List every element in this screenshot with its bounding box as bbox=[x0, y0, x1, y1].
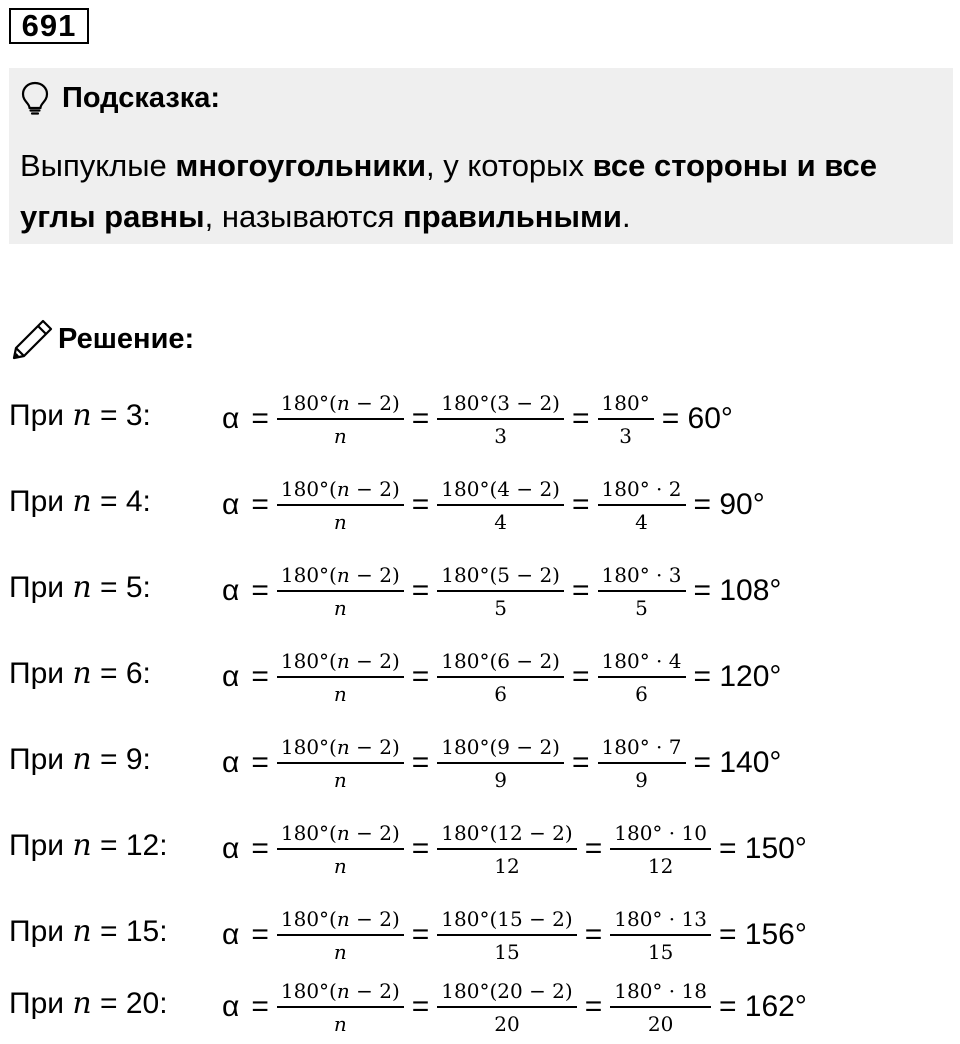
condition-value: = 4: bbox=[91, 485, 151, 518]
fraction-numerator: 180° · 13 bbox=[610, 905, 711, 936]
angle-result: = 140° bbox=[693, 746, 782, 779]
substituted-fraction bbox=[435, 905, 578, 966]
simplified-fraction bbox=[608, 819, 713, 880]
fraction-numerator: 180°(15 − 2) bbox=[437, 905, 576, 936]
angle-expression bbox=[222, 556, 787, 626]
condition-value: = 3: bbox=[91, 399, 151, 432]
equals-sign: = bbox=[411, 488, 430, 521]
hint-header bbox=[20, 81, 220, 115]
fraction-numerator: 180° · 7 bbox=[598, 733, 686, 764]
solution-row bbox=[0, 470, 960, 540]
general-formula-fraction bbox=[275, 561, 406, 622]
general-formula-fraction bbox=[275, 819, 406, 880]
condition-value: = 6: bbox=[91, 657, 151, 690]
fraction-denominator: n bbox=[333, 681, 347, 706]
fraction-numerator: 180° · 10 bbox=[610, 819, 711, 850]
condition-value: = 9: bbox=[91, 743, 151, 776]
condition-variable: n bbox=[72, 914, 92, 949]
fraction-denominator: 20 bbox=[494, 1011, 520, 1036]
angle-result: = 162° bbox=[718, 990, 807, 1023]
fraction-numerator: 180°(4 − 2) bbox=[437, 475, 564, 506]
general-formula-fraction bbox=[275, 647, 406, 708]
fraction-numerator: 180°(20 − 2) bbox=[437, 977, 576, 1008]
angle-result: = 60° bbox=[661, 402, 733, 435]
fraction-denominator: n bbox=[333, 939, 347, 964]
solution-row bbox=[0, 728, 960, 798]
fraction-numerator: 180°(n − 2) bbox=[277, 905, 404, 936]
equals-sign: = bbox=[251, 660, 269, 693]
equals-sign: = bbox=[584, 990, 603, 1023]
equals-sign: = bbox=[411, 402, 430, 435]
equals-sign: = bbox=[251, 746, 269, 779]
condition-label bbox=[9, 740, 151, 780]
equals-sign: = bbox=[251, 402, 269, 435]
fraction-numerator: 180°(n − 2) bbox=[277, 475, 404, 506]
fraction-denominator: 9 bbox=[635, 767, 648, 792]
condition-value: = 15: bbox=[91, 915, 168, 948]
simplified-fraction bbox=[596, 389, 656, 450]
hint-text bbox=[20, 140, 940, 242]
simplified-fraction bbox=[608, 905, 713, 966]
substituted-fraction bbox=[435, 977, 578, 1038]
alpha-symbol: α bbox=[222, 402, 240, 435]
hint-title: Подсказка: bbox=[62, 81, 221, 114]
problem-number: 691 bbox=[9, 8, 89, 44]
angle-expression bbox=[222, 728, 787, 798]
simplified-fraction bbox=[596, 733, 688, 794]
alpha-symbol: α bbox=[222, 832, 240, 865]
lightbulb-icon bbox=[20, 81, 50, 115]
equals-sign: = bbox=[411, 660, 430, 693]
fraction-denominator: n bbox=[333, 509, 347, 534]
fraction-numerator: 180°(n − 2) bbox=[277, 977, 404, 1008]
fraction-denominator: 5 bbox=[635, 595, 648, 620]
fraction-denominator: 12 bbox=[494, 853, 520, 878]
equals-sign: = bbox=[571, 402, 590, 435]
fraction-numerator: 180°(5 − 2) bbox=[437, 561, 564, 592]
equals-sign: = bbox=[571, 574, 590, 607]
simplified-fraction bbox=[596, 647, 688, 708]
fraction-numerator: 180°(n − 2) bbox=[277, 819, 404, 850]
pencil-icon bbox=[10, 318, 54, 360]
condition-variable: n bbox=[72, 656, 92, 691]
solution-header bbox=[10, 318, 194, 360]
condition-prefix: При bbox=[9, 657, 73, 690]
variable-n: n bbox=[336, 820, 350, 845]
equals-sign: = bbox=[584, 832, 603, 865]
fraction-denominator: n bbox=[333, 1011, 347, 1036]
variable-n: n bbox=[336, 978, 350, 1003]
solution-row bbox=[0, 556, 960, 626]
condition-prefix: При bbox=[9, 571, 73, 604]
hint-text-part: все стороны и все углы равны bbox=[20, 148, 878, 234]
angle-expression bbox=[222, 972, 813, 1042]
substituted-fraction bbox=[435, 389, 566, 450]
fraction-numerator: 180° · 2 bbox=[598, 475, 686, 506]
fraction-numerator: 180° · 3 bbox=[598, 561, 686, 592]
equals-sign: = bbox=[251, 488, 269, 521]
condition-label bbox=[9, 568, 151, 608]
condition-variable: n bbox=[72, 742, 92, 777]
angle-result: = 150° bbox=[718, 832, 807, 865]
fraction-denominator: 6 bbox=[494, 681, 507, 706]
condition-variable: n bbox=[72, 986, 92, 1021]
equals-sign: = bbox=[251, 574, 269, 607]
fraction-denominator: n bbox=[333, 767, 347, 792]
condition-value: = 20: bbox=[91, 987, 168, 1020]
equals-sign: = bbox=[571, 488, 590, 521]
equals-sign: = bbox=[584, 918, 603, 951]
equals-sign: = bbox=[571, 746, 590, 779]
angle-expression bbox=[222, 470, 771, 540]
equals-sign: = bbox=[251, 990, 269, 1023]
alpha-symbol: α bbox=[222, 990, 240, 1023]
equals-sign: = bbox=[411, 918, 430, 951]
fraction-numerator: 180° · 4 bbox=[598, 647, 686, 678]
simplified-fraction bbox=[608, 977, 713, 1038]
fraction-denominator: 3 bbox=[494, 423, 507, 448]
general-formula-fraction bbox=[275, 977, 406, 1038]
variable-n: n bbox=[336, 906, 350, 931]
condition-prefix: При bbox=[9, 485, 73, 518]
substituted-fraction bbox=[435, 647, 566, 708]
hint-text-part: правильными bbox=[403, 199, 622, 234]
fraction-denominator: 15 bbox=[647, 939, 674, 964]
substituted-fraction bbox=[435, 733, 566, 794]
fraction-denominator: 6 bbox=[635, 681, 648, 706]
fraction-denominator: 5 bbox=[494, 595, 507, 620]
fraction-numerator: 180°(6 − 2) bbox=[437, 647, 564, 678]
fraction-denominator: 12 bbox=[647, 853, 674, 878]
variable-n: n bbox=[336, 476, 350, 501]
solution-row bbox=[0, 384, 960, 454]
simplified-fraction bbox=[596, 475, 688, 536]
fraction-numerator: 180°(n − 2) bbox=[277, 561, 404, 592]
fraction-denominator: 15 bbox=[494, 939, 520, 964]
variable-n: n bbox=[336, 562, 350, 587]
condition-prefix: При bbox=[9, 987, 73, 1020]
substituted-fraction bbox=[435, 475, 566, 536]
equals-sign: = bbox=[571, 660, 590, 693]
fraction-numerator: 180° · 18 bbox=[610, 977, 711, 1008]
substituted-fraction bbox=[435, 561, 566, 622]
general-formula-fraction bbox=[275, 389, 406, 450]
condition-prefix: При bbox=[9, 915, 73, 948]
substituted-fraction bbox=[435, 819, 578, 880]
variable-n: n bbox=[336, 734, 350, 759]
angle-result: = 108° bbox=[693, 574, 782, 607]
general-formula-fraction bbox=[275, 733, 406, 794]
condition-value: = 12: bbox=[91, 829, 168, 862]
fraction-denominator: 3 bbox=[619, 423, 632, 448]
condition-variable: n bbox=[72, 398, 92, 433]
fraction-denominator: n bbox=[333, 595, 347, 620]
condition-variable: n bbox=[72, 570, 92, 605]
alpha-symbol: α bbox=[222, 746, 240, 779]
condition-variable: n bbox=[72, 484, 92, 519]
condition-label bbox=[9, 826, 168, 866]
condition-prefix: При bbox=[9, 743, 73, 776]
general-formula-fraction bbox=[275, 475, 406, 536]
alpha-symbol: α bbox=[222, 574, 240, 607]
fraction-numerator: 180°(9 − 2) bbox=[437, 733, 564, 764]
condition-label bbox=[9, 654, 151, 694]
general-formula-fraction bbox=[275, 905, 406, 966]
fraction-numerator: 180°(n − 2) bbox=[277, 389, 404, 420]
solution-row bbox=[0, 814, 960, 884]
condition-label bbox=[9, 482, 151, 522]
condition-prefix: При bbox=[9, 829, 73, 862]
hint-text-part: , у которых bbox=[426, 148, 593, 183]
fraction-numerator: 180°(3 − 2) bbox=[437, 389, 564, 420]
hint-text-part: . bbox=[621, 199, 631, 234]
equals-sign: = bbox=[251, 832, 269, 865]
angle-expression bbox=[222, 642, 787, 712]
fraction-denominator: n bbox=[333, 853, 347, 878]
condition-variable: n bbox=[72, 828, 92, 863]
angle-expression bbox=[222, 900, 813, 970]
solution-row bbox=[0, 642, 960, 712]
fraction-denominator: 20 bbox=[647, 1011, 674, 1036]
fraction-denominator: 4 bbox=[635, 509, 648, 534]
simplified-fraction bbox=[596, 561, 688, 622]
solution-row bbox=[0, 972, 960, 1042]
hint-text-part: многоугольники bbox=[175, 148, 427, 183]
fraction-denominator: 9 bbox=[494, 767, 507, 792]
condition-prefix: При bbox=[9, 399, 73, 432]
angle-expression bbox=[222, 384, 739, 454]
solution-row bbox=[0, 900, 960, 970]
hint-text-part: Выпуклые bbox=[20, 148, 176, 183]
fraction-denominator: 4 bbox=[494, 509, 507, 534]
alpha-symbol: α bbox=[222, 918, 240, 951]
solution-title: Решение: bbox=[58, 322, 195, 355]
equals-sign: = bbox=[411, 832, 430, 865]
angle-result: = 156° bbox=[718, 918, 807, 951]
angle-expression bbox=[222, 814, 813, 884]
fraction-numerator: 180°(n − 2) bbox=[277, 733, 404, 764]
condition-label bbox=[9, 984, 168, 1024]
fraction-denominator: n bbox=[333, 423, 347, 448]
equals-sign: = bbox=[251, 918, 269, 951]
fraction-numerator: 180°(12 − 2) bbox=[437, 819, 576, 850]
variable-n: n bbox=[336, 390, 350, 415]
alpha-symbol: α bbox=[222, 660, 240, 693]
angle-result: = 90° bbox=[693, 488, 765, 521]
variable-n: n bbox=[336, 648, 350, 673]
condition-label bbox=[9, 396, 151, 436]
equals-sign: = bbox=[411, 990, 430, 1023]
fraction-numerator: 180°(n − 2) bbox=[277, 647, 404, 678]
hint-text-part: , называются bbox=[204, 199, 404, 234]
fraction-numerator: 180° bbox=[598, 389, 654, 420]
equals-sign: = bbox=[411, 574, 430, 607]
equals-sign: = bbox=[411, 746, 430, 779]
angle-result: = 120° bbox=[693, 660, 782, 693]
condition-label bbox=[9, 912, 168, 952]
alpha-symbol: α bbox=[222, 488, 240, 521]
condition-value: = 5: bbox=[91, 571, 151, 604]
